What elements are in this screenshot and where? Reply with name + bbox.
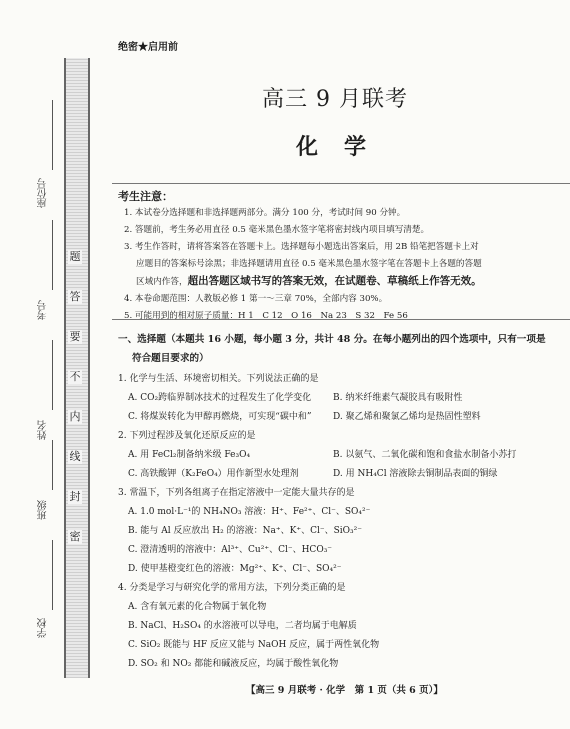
exam-title: 高三 9 月联考 bbox=[262, 87, 408, 112]
field-school-line[interactable] bbox=[52, 540, 53, 610]
option-d: D. 用 NH₄Cl 溶液除去铜制品表面的铜绿 bbox=[333, 469, 498, 479]
notice-rule-bottom bbox=[112, 319, 570, 320]
option-c: C. 高铁酸钾（K₂FeO₄）用作新型水处理剂 bbox=[128, 469, 299, 479]
field-seat-label: 座位号 bbox=[38, 178, 49, 208]
notice-item: 3. 考生作答时，请将答案答在答题卡上。选择题每小题选出答案后，用 2B 铅笔把答题卡上对 bbox=[124, 242, 479, 252]
section-heading bbox=[118, 330, 558, 368]
question-4 bbox=[118, 579, 558, 674]
option-row bbox=[118, 465, 558, 484]
section-heading-line2: 符合题目要求的） bbox=[132, 353, 209, 364]
field-name-label: 姓名 bbox=[38, 420, 49, 440]
field-school-label: 学校 bbox=[38, 618, 49, 638]
field-class-line[interactable] bbox=[52, 440, 53, 490]
notice-item: 4. 本卷命题范围：人教版必修 1 第一～三章 70%，全部内容 30%。 bbox=[124, 294, 388, 304]
field-name-line[interactable] bbox=[52, 340, 53, 410]
option-d: D. 使甲基橙变红色的溶液：Mg²⁺、K⁺、Cl⁻、SO₄²⁻ bbox=[128, 564, 342, 574]
page-footer: 【高三 9 月联考 · 化学 第 1 页（共 6 页）】 bbox=[246, 685, 443, 696]
option-d: D. SO₂ 和 NO₂ 都能和碱液反应，均属于酸性氧化物 bbox=[128, 659, 339, 669]
option-a: A. 用 FeCl₂制备纳米级 Fe₃O₄ bbox=[128, 450, 251, 460]
question-stem: 1. 化学与生活、环境密切相关。下列说法正确的是 bbox=[118, 374, 319, 384]
question-stem: 2. 下列过程涉及氧化还原反应的是 bbox=[118, 431, 256, 441]
top-secret-mark: 绝密★启用前 bbox=[118, 42, 178, 53]
seal-char: 封 bbox=[69, 490, 81, 503]
seal-strip bbox=[64, 58, 90, 678]
option-row bbox=[118, 389, 558, 408]
notice-item: 1. 本试卷分选择题和非选择题两部分。满分 100 分，考试时间 90 分钟。 bbox=[124, 208, 406, 218]
question-stem: 4. 分类是学习与研究化学的常用方法，下列分类正确的是 bbox=[118, 583, 346, 593]
option-c: C. SiO₂ 既能与 HF 反应又能与 NaOH 反应，属于两性氧化物 bbox=[128, 640, 380, 650]
question-stem: 3. 常温下，下列各组离子在指定溶液中一定能大量共存的是 bbox=[118, 488, 355, 498]
notice-item-continued: 应题目的答案标号涂黑；非选择题请用直径 0.5 毫米黑色墨水签字笔在答题卡上各题的答题 bbox=[136, 259, 482, 269]
notice-rule-top bbox=[112, 183, 570, 184]
option-row bbox=[118, 408, 558, 427]
exam-subject: 化学 bbox=[296, 134, 393, 160]
field-seat-line[interactable] bbox=[52, 100, 53, 170]
question-list bbox=[118, 370, 558, 674]
option-b: B. 能与 Al 反应放出 H₂ 的溶液：Na⁺、K⁺、Cl⁻、SiO₃²⁻ bbox=[128, 526, 362, 536]
option-b: B. NaCl、H₂SO₄ 的水溶液可以导电，二者均属于电解质 bbox=[128, 621, 357, 631]
option-b: B. 纳米纤维素气凝胶具有吸附性 bbox=[333, 393, 463, 403]
seal-char: 答 bbox=[69, 290, 81, 303]
notice-item-continued bbox=[124, 273, 564, 291]
seal-char: 密 bbox=[69, 530, 81, 543]
binding-margin bbox=[0, 0, 110, 729]
option-a: A. 含有氧元素的化合物属于氧化物 bbox=[128, 602, 267, 612]
section-heading-line1: 一、选择题（本题共 16 小题，每小题 3 分，共计 48 分。在每小题列出的四个选项中，只有一项是 bbox=[118, 334, 546, 345]
option-a: A. 1.0 mol·L⁻¹的 NH₄NO₃ 溶液：H⁺、Fe²⁺、Cl⁻、SO₄²⁻ bbox=[128, 507, 371, 517]
seal-char: 不 bbox=[69, 370, 81, 383]
option-c: C. 澄清透明的溶液中：Al³⁺、Cu²⁺、Cl⁻、HCO₃⁻ bbox=[128, 545, 333, 555]
seal-char: 题 bbox=[69, 250, 81, 263]
notice-heading: 考生注意： bbox=[118, 190, 173, 203]
option-d: D. 聚乙烯和聚氯乙烯均是热固性塑料 bbox=[333, 412, 481, 422]
notice-item: 5. 可能用到的相对原子质量：H 1 C 12 O 16 Na 23 S 32 Fe 56 bbox=[124, 311, 408, 321]
option-b: B. 以氨气、二氧化碳和饱和食盐水制备小苏打 bbox=[333, 450, 517, 460]
question-3 bbox=[118, 484, 558, 579]
field-exam-no-line[interactable] bbox=[52, 220, 53, 290]
option-a: A. CO₂跨临界制冰技术的过程发生了化学变化 bbox=[128, 393, 312, 403]
seal-char: 内 bbox=[69, 410, 81, 423]
option-c: C. 将煤炭转化为甲醇再燃烧，可实现“碳中和” bbox=[128, 412, 312, 422]
question-2 bbox=[118, 427, 558, 484]
notice-item-text: 区域内作答， bbox=[136, 277, 188, 287]
notice-emphasis: 超出答题区域书写的答案无效，在试题卷、草稿纸上作答无效。 bbox=[187, 275, 482, 287]
notice-list bbox=[124, 205, 564, 325]
seal-char: 线 bbox=[69, 450, 81, 463]
question-1 bbox=[118, 370, 558, 427]
seal-char: 要 bbox=[69, 330, 81, 343]
field-class-label: 班级 bbox=[38, 500, 49, 520]
field-exam-no-label: 考号 bbox=[38, 300, 49, 320]
notice-item: 2. 答题前，考生务必用直径 0.5 毫米黑色墨水签字笔将密封线内项目填写清楚。 bbox=[124, 225, 430, 235]
option-row bbox=[118, 446, 558, 465]
